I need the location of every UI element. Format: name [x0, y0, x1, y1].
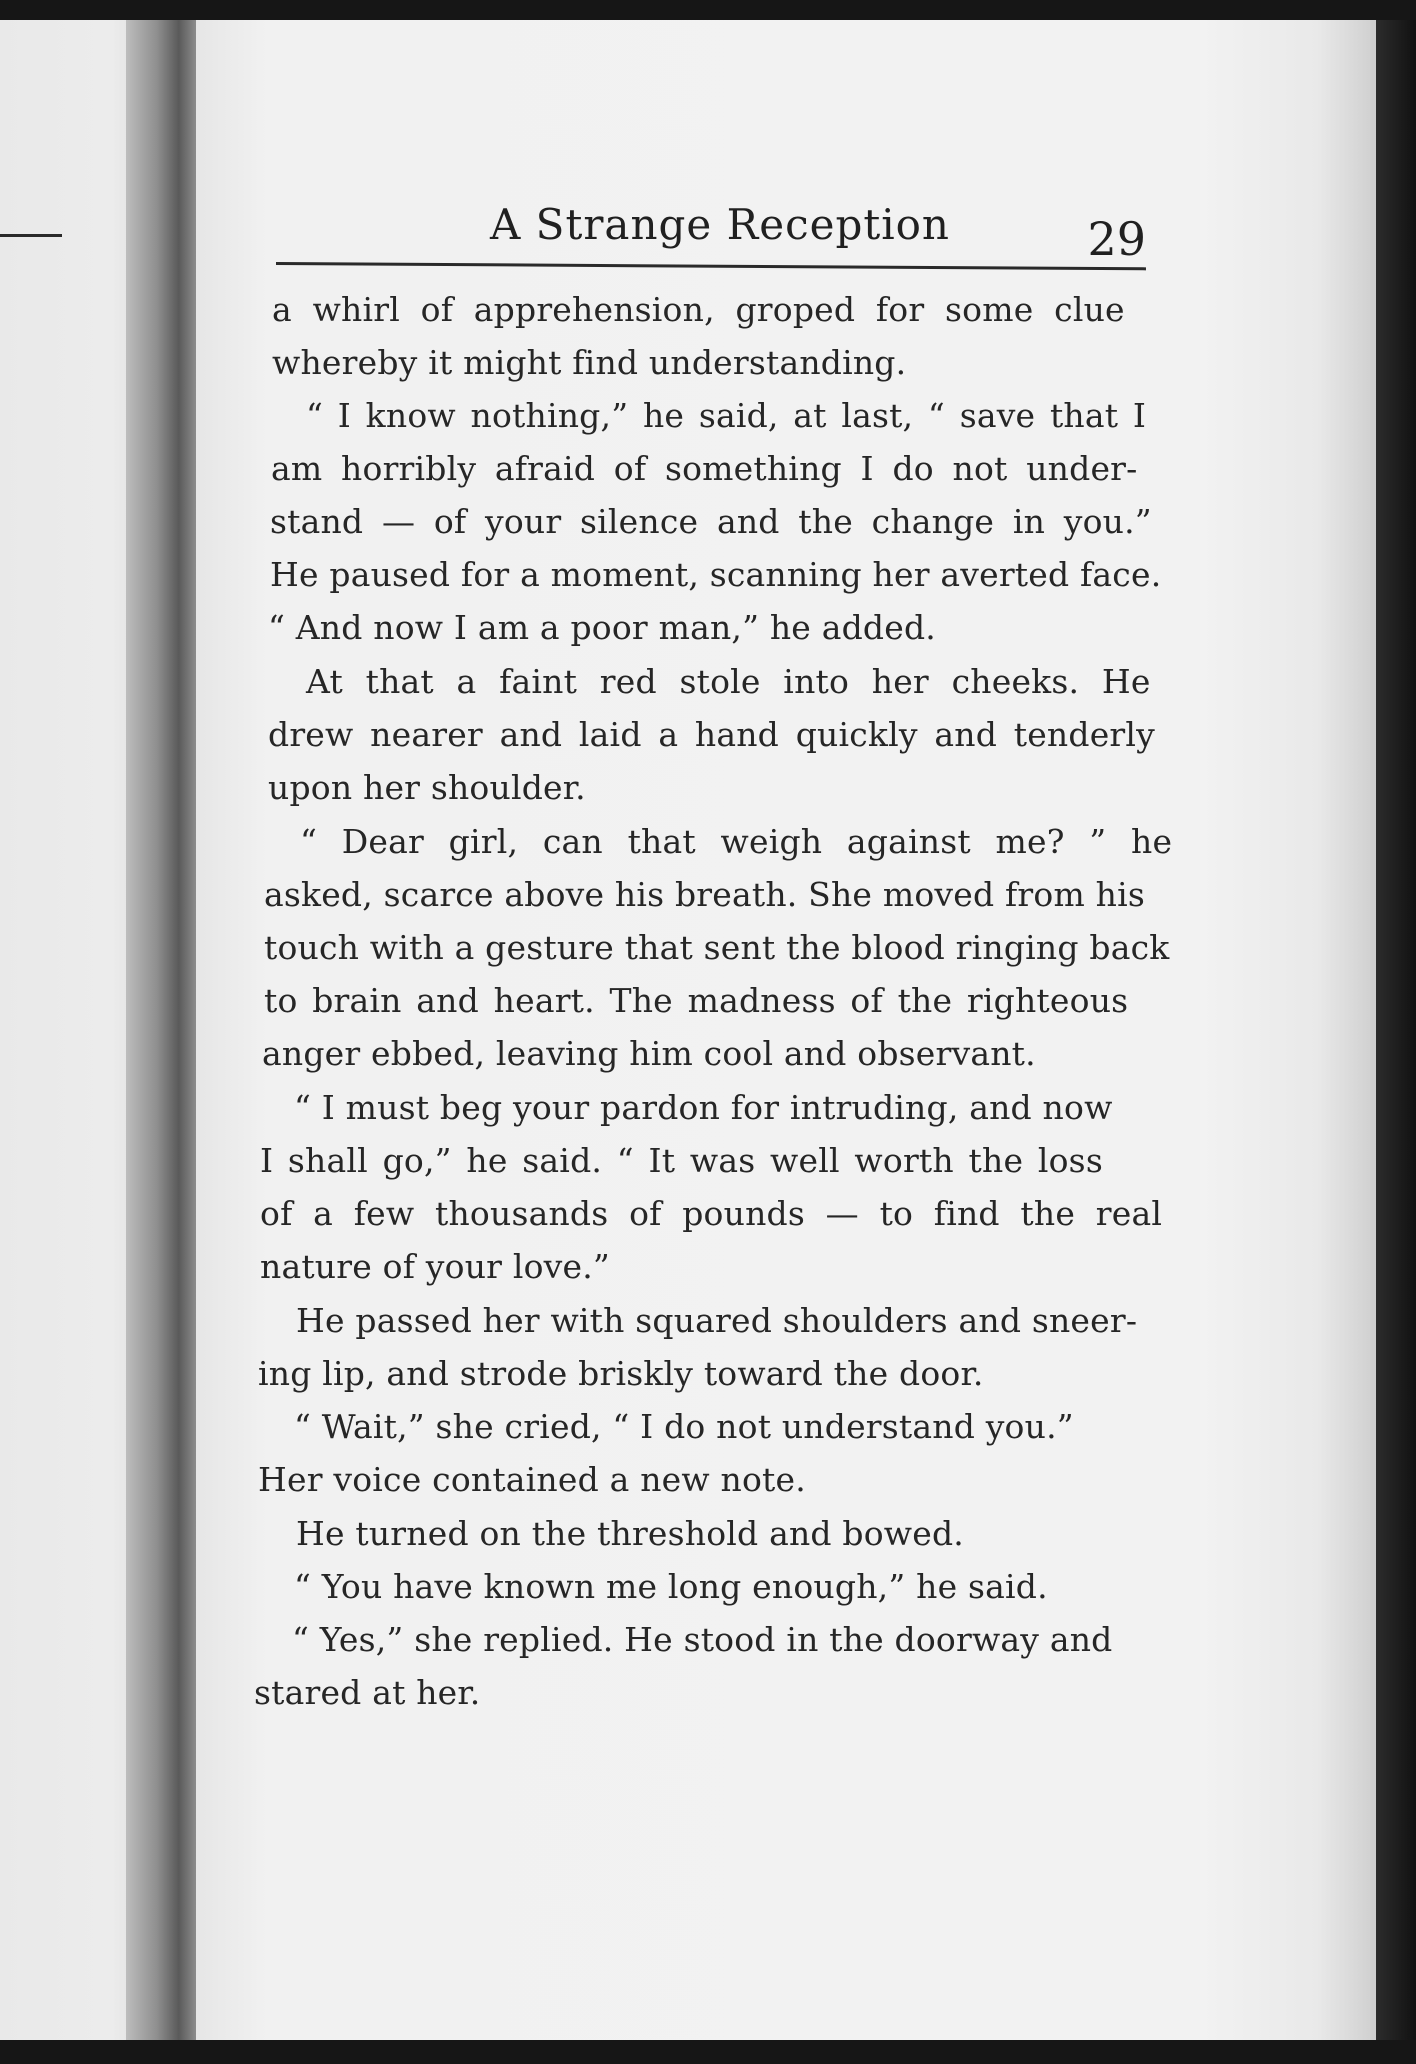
- text-line: “ Yes,” she replied. He stood in the doorway and: [292, 1620, 1113, 1659]
- text-line: He turned on the threshold and bowed.: [296, 1514, 964, 1553]
- running-head-title: A Strange Reception: [490, 200, 950, 249]
- text-line: I shall go,” he said. “ It was well worth the loss: [260, 1141, 1103, 1180]
- text-line: ing lip, and strode briskly toward the door.: [258, 1354, 984, 1393]
- text-line: stared at her.: [254, 1673, 481, 1712]
- text-line: “ I know nothing,” he said, at last, “ save that I: [306, 396, 1147, 435]
- text-line: to brain and heart. The madness of the righteous: [264, 981, 1129, 1020]
- text-line: whereby it might find understanding.: [272, 343, 907, 382]
- page-number: 29: [1087, 212, 1146, 266]
- text-line: am horribly afraid of something I do not under-: [271, 449, 1138, 488]
- text-line: upon her shoulder.: [268, 768, 586, 807]
- text-line: “ Dear girl, can that weigh against me? ” he: [300, 822, 1173, 861]
- text-line: He paused for a moment, scanning her averted face.: [270, 555, 1162, 594]
- text-line: “ Wait,” she cried, “ I do not understand you.”: [294, 1407, 1074, 1446]
- text-line: nature of your love.”: [260, 1247, 610, 1286]
- text-line: of a few thousands of pounds — to find the real: [260, 1194, 1163, 1233]
- text-line: At that a faint red stole into her cheeks. He: [306, 662, 1151, 701]
- text-line: stand — of your silence and the change in you.”: [270, 502, 1152, 541]
- text-line: Her voice contained a new note.: [258, 1460, 806, 1499]
- text-line: “ You have known me long enough,” he said.: [294, 1567, 1048, 1606]
- text-line: asked, scarce above his breath. She moved from his: [264, 875, 1145, 914]
- text-line: anger ebbed, leaving him cool and observant.: [262, 1034, 1036, 1073]
- text-line: a whirl of apprehension, groped for some clue: [272, 290, 1125, 329]
- text-line: “ I must beg your pardon for intruding, and now: [294, 1088, 1113, 1127]
- text-line: “ And now I am a poor man,” he added.: [268, 608, 936, 647]
- text-line: He passed her with squared shoulders and sneer-: [296, 1301, 1138, 1340]
- text-line: touch with a gesture that sent the blood ringing back: [264, 928, 1170, 967]
- text-line: drew nearer and laid a hand quickly and tenderly: [268, 715, 1155, 754]
